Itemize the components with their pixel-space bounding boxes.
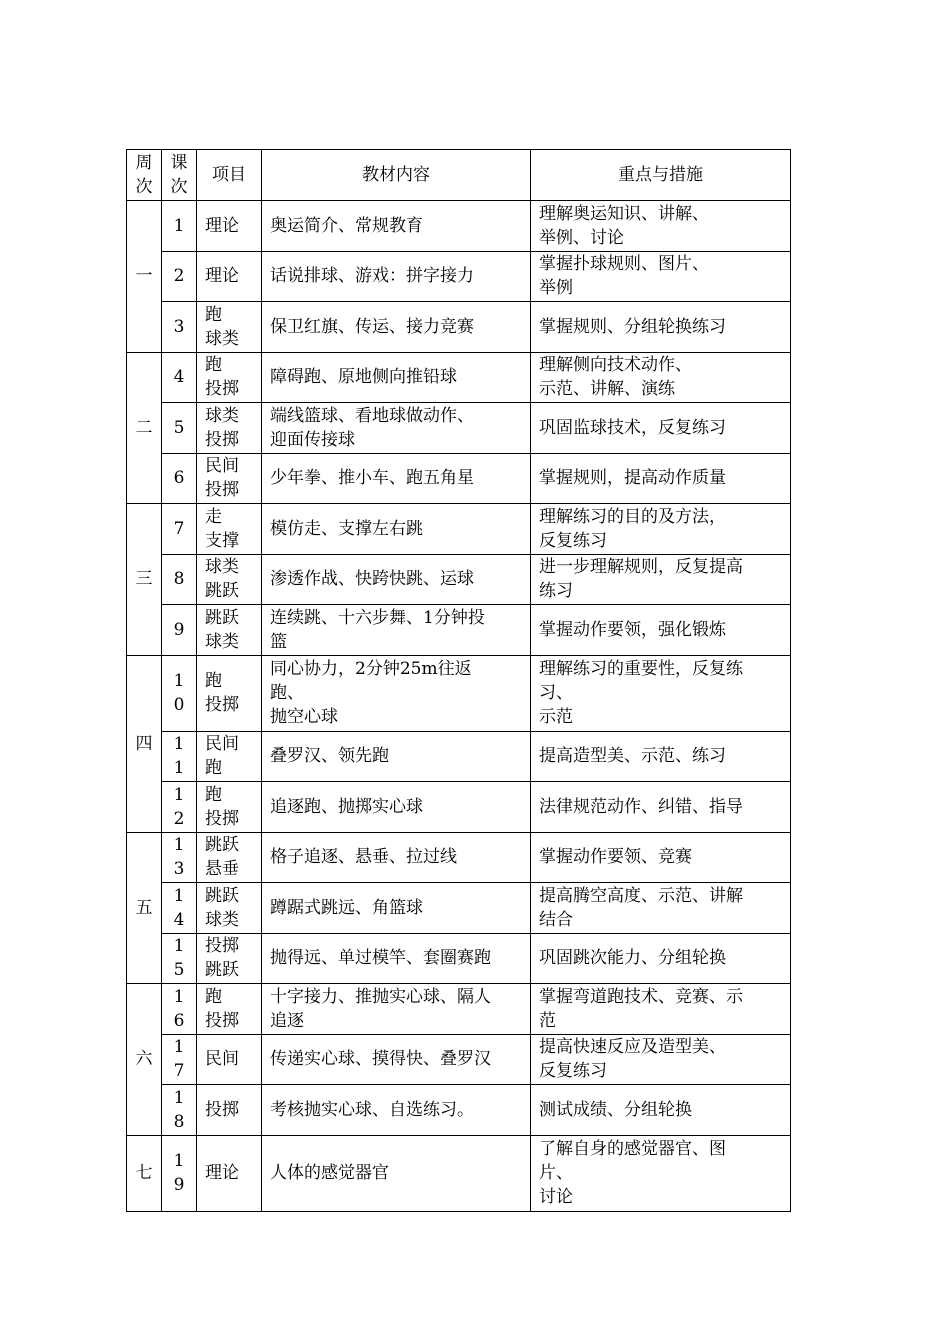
lesson-cell: 2	[162, 251, 197, 302]
focus-cell: 掌握动作要领，强化锻炼	[531, 605, 791, 656]
focus-cell: 提高快速反应及造型美、 反复练习	[531, 1034, 791, 1085]
table-row	[127, 1085, 791, 1136]
week-cell: 二	[127, 352, 162, 504]
content-cell: 人体的感觉器官	[262, 1135, 531, 1211]
content-cell: 保卫红旗、传运、接力竞赛	[262, 302, 531, 353]
content-cell: 障碍跑、原地侧向推铅球	[262, 352, 531, 403]
project-cell: 走 支撑	[197, 504, 262, 555]
focus-cell: 了解自身的感觉器官、图 片、 讨论	[531, 1135, 791, 1211]
teaching-plan-table	[126, 149, 791, 1212]
content-cell: 端线篮球、看地球做动作、 迎面传接球	[262, 403, 531, 454]
table-row	[127, 984, 791, 1035]
table-row	[127, 403, 791, 454]
focus-cell: 理解练习的目的及方法， 反复练习	[531, 504, 791, 555]
project-cell: 跳跃 球类	[197, 605, 262, 656]
project-cell: 跑 投掷	[197, 782, 262, 833]
project-cell: 理论	[197, 201, 262, 252]
focus-cell: 提高造型美、示范、练习	[531, 731, 791, 782]
project-cell: 跑 球类	[197, 302, 262, 353]
focus-cell: 巩固跳次能力、分组轮换	[531, 933, 791, 984]
table-row	[127, 933, 791, 984]
lesson-cell: 1 8	[162, 1085, 197, 1136]
focus-cell: 掌握规则，提高动作质量	[531, 453, 791, 504]
content-cell: 同心协力，2分钟25m往返 跑、 抛空心球	[262, 655, 531, 731]
content-cell: 模仿走、支撑左右跳	[262, 504, 531, 555]
focus-cell: 理解侧向技术动作、 示范、讲解、演练	[531, 352, 791, 403]
project-cell: 民间 投掷	[197, 453, 262, 504]
header-focus: 重点与措施	[531, 150, 791, 201]
week-cell: 四	[127, 655, 162, 832]
table-row	[127, 554, 791, 605]
lesson-cell: 4	[162, 352, 197, 403]
header-row	[127, 150, 791, 201]
lesson-cell: 1 4	[162, 883, 197, 934]
table-row	[127, 302, 791, 353]
focus-cell: 巩固监球技术，反复练习	[531, 403, 791, 454]
content-cell: 奥运简介、常规教育	[262, 201, 531, 252]
lesson-cell: 1 1	[162, 731, 197, 782]
lesson-cell: 9	[162, 605, 197, 656]
table-row	[127, 251, 791, 302]
focus-cell: 理解练习的重要性，反复练 习、 示范	[531, 655, 791, 731]
header-project: 项目	[197, 150, 262, 201]
content-cell: 抛得远、单过模竿、套圈赛跑	[262, 933, 531, 984]
project-cell: 跑 投掷	[197, 655, 262, 731]
table-row	[127, 883, 791, 934]
week-cell: 五	[127, 832, 162, 984]
focus-cell: 进一步理解规则，反复提高 练习	[531, 554, 791, 605]
content-cell: 渗透作战、快跨快跳、运球	[262, 554, 531, 605]
content-cell: 十字接力、推抛实心球、隔人 追逐	[262, 984, 531, 1035]
project-cell: 投掷 跳跃	[197, 933, 262, 984]
week-cell: 三	[127, 504, 162, 656]
header-week: 周 次	[127, 150, 162, 201]
header-content: 教材内容	[262, 150, 531, 201]
lesson-cell: 1 2	[162, 782, 197, 833]
lesson-cell: 1	[162, 201, 197, 252]
header-lesson: 课 次	[162, 150, 197, 201]
content-cell: 少年拳、推小车、跑五角星	[262, 453, 531, 504]
table-row	[127, 1135, 791, 1211]
lesson-cell: 1 5	[162, 933, 197, 984]
project-cell: 民间 跑	[197, 731, 262, 782]
project-cell: 跑 投掷	[197, 352, 262, 403]
table-row	[127, 782, 791, 833]
focus-cell: 掌握规则、分组轮换练习	[531, 302, 791, 353]
table-row	[127, 731, 791, 782]
lesson-cell: 3	[162, 302, 197, 353]
lesson-cell: 1 0	[162, 655, 197, 731]
week-cell: 七	[127, 1135, 162, 1211]
focus-cell: 掌握弯道跑技术、竞赛、示 范	[531, 984, 791, 1035]
focus-cell: 法律规范动作、纠错、指导	[531, 782, 791, 833]
project-cell: 理论	[197, 251, 262, 302]
table-row	[127, 453, 791, 504]
lesson-cell: 6	[162, 453, 197, 504]
content-cell: 考核抛实心球、自选练习。	[262, 1085, 531, 1136]
project-cell: 球类 跳跃	[197, 554, 262, 605]
table-row	[127, 1034, 791, 1085]
focus-cell: 测试成绩、分组轮换	[531, 1085, 791, 1136]
focus-cell: 掌握扑球规则、图片、 举例	[531, 251, 791, 302]
project-cell: 理论	[197, 1135, 262, 1211]
week-cell: 六	[127, 984, 162, 1136]
project-cell: 球类 投掷	[197, 403, 262, 454]
lesson-cell: 1 6	[162, 984, 197, 1035]
lesson-cell: 5	[162, 403, 197, 454]
content-cell: 追逐跑、抛掷实心球	[262, 782, 531, 833]
focus-cell: 理解奥运知识、讲解、 举例、讨论	[531, 201, 791, 252]
week-cell: 一	[127, 201, 162, 353]
table-row	[127, 605, 791, 656]
content-cell: 传递实心球、摸得快、叠罗汉	[262, 1034, 531, 1085]
table-row	[127, 504, 791, 555]
lesson-cell: 1 3	[162, 832, 197, 883]
content-cell: 连续跳、十六步舞、1分钟投 篮	[262, 605, 531, 656]
table-row	[127, 201, 791, 252]
lesson-cell: 8	[162, 554, 197, 605]
content-cell: 格子追逐、悬垂、拉过线	[262, 832, 531, 883]
content-cell: 蹲踞式跳远、角篮球	[262, 883, 531, 934]
focus-cell: 掌握动作要领、竞赛	[531, 832, 791, 883]
table-row	[127, 352, 791, 403]
table-row	[127, 655, 791, 731]
content-cell: 话说排球、游戏：拼字接力	[262, 251, 531, 302]
content-cell: 叠罗汉、领先跑	[262, 731, 531, 782]
project-cell: 跑 投掷	[197, 984, 262, 1035]
lesson-cell: 1 7	[162, 1034, 197, 1085]
lesson-cell: 7	[162, 504, 197, 555]
project-cell: 投掷	[197, 1085, 262, 1136]
project-cell: 跳跃 球类	[197, 883, 262, 934]
project-cell: 民间	[197, 1034, 262, 1085]
focus-cell: 提高腾空高度、示范、讲解 结合	[531, 883, 791, 934]
table-row	[127, 832, 791, 883]
lesson-cell: 1 9	[162, 1135, 197, 1211]
project-cell: 跳跃 悬垂	[197, 832, 262, 883]
